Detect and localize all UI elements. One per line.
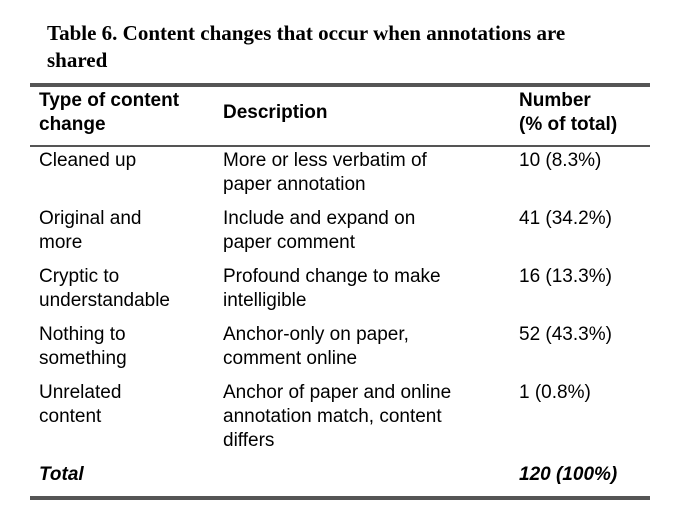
row-cleaned-up-type: [39, 149, 136, 173]
row-unrelated-content-type: [39, 381, 121, 429]
header-rule: [30, 145, 650, 147]
row-unrelated-content-description: [223, 381, 451, 453]
type-line: Nothing to: [39, 324, 126, 345]
header-type-line-2: change: [39, 114, 106, 135]
description-line: Profound change to make: [223, 266, 441, 287]
row-cryptic-number: 16 (13.3%): [519, 266, 612, 287]
row-cryptic-type: [39, 265, 170, 313]
description-line: Include and expand on: [223, 208, 416, 229]
description-line: Anchor of paper and online: [223, 382, 452, 403]
header-description-line-1: Description: [223, 102, 328, 123]
row-cleaned-up-description: [223, 149, 427, 197]
description-line: Anchor-only on paper,: [223, 324, 409, 345]
description-line: paper comment: [223, 232, 356, 253]
row-original-and-more-number: 41 (34.2%): [519, 208, 612, 229]
type-line: understandable: [39, 290, 170, 311]
bottom-rule: [30, 496, 650, 500]
row-original-and-more-type: [39, 207, 141, 255]
row-original-and-more-description: [223, 207, 415, 255]
type-line: Cryptic to: [39, 266, 120, 287]
header-number-line-1: Number: [519, 90, 591, 111]
row-nothing-to-something-type: [39, 323, 127, 371]
caption-line-2: shared: [47, 48, 108, 72]
type-line: more: [39, 232, 83, 253]
row-nothing-to-something-description: [223, 323, 409, 371]
type-line: Unrelated: [39, 382, 122, 403]
header-number: [519, 89, 617, 137]
description-line: paper annotation: [223, 174, 366, 195]
description-line: intelligible: [223, 290, 307, 311]
type-line: content: [39, 406, 102, 427]
header-number-line-2: (% of total): [519, 114, 618, 135]
description-line: comment online: [223, 348, 358, 369]
type-line: Cleaned up: [39, 150, 137, 171]
header-type: [39, 89, 179, 137]
row-cryptic-description: [223, 265, 441, 313]
description-line: More or less verbatim of: [223, 150, 427, 171]
type-line: Original and: [39, 208, 142, 229]
top-rule: [30, 83, 650, 87]
type-line: something: [39, 348, 127, 369]
row-cleaned-up-number: 10 (8.3%): [519, 150, 602, 171]
table-caption: [47, 20, 647, 74]
row-unrelated-content-number: 1 (0.8%): [519, 382, 591, 403]
description-line: differs: [223, 430, 275, 451]
total-label: Total: [39, 464, 84, 485]
description-line: annotation match, content: [223, 406, 442, 427]
header-type-line-1: Type of content: [39, 90, 180, 111]
caption-line-1: Table 6. Content changes that occur when annotations are: [47, 21, 566, 45]
total-number: 120 (100%): [519, 464, 618, 485]
row-nothing-to-something-number: 52 (43.3%): [519, 324, 612, 345]
header-description: [223, 101, 328, 125]
